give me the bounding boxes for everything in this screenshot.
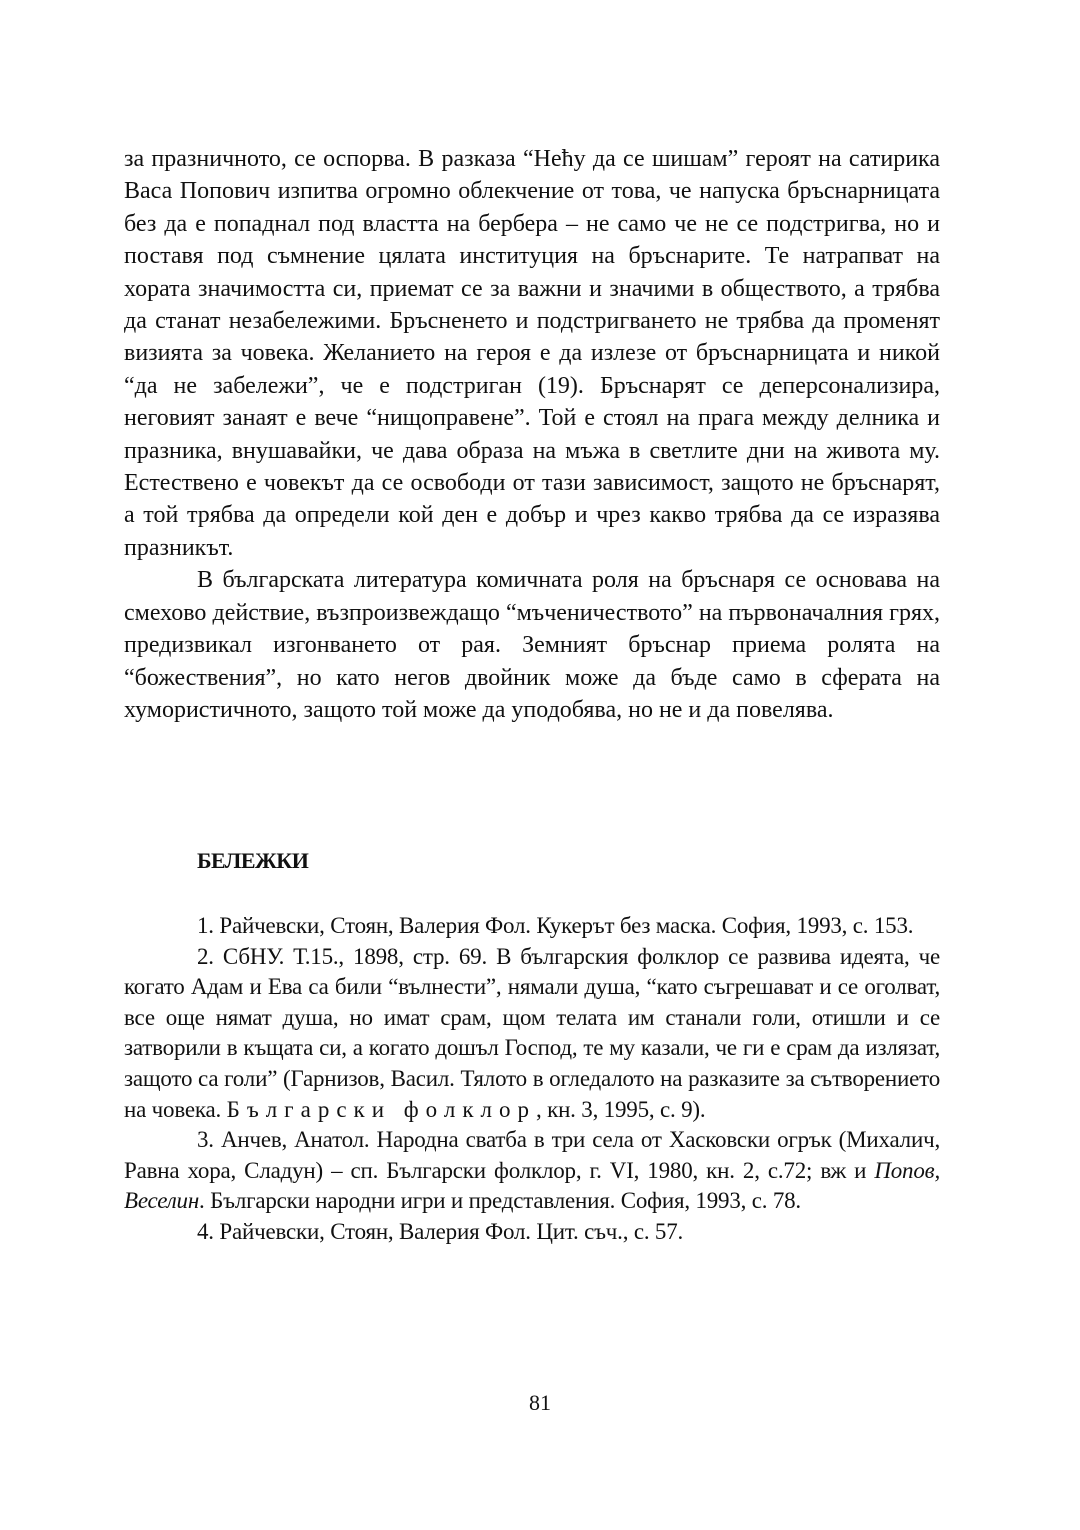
body-paragraph-1: за празничното, се оспорва. В разказа “Нећу да се шишам” героят на сатирика Васа Попович изпитва огромно облекчение от това, че напуска бръснарницата без да е попаднал под властта на бербера – не само че не се подстригва, но и поставя под съмнение цялата институция на бръснарите. Те натрапват на хората значимостта си, приемат се за важни и значими в обществото, а трябва да станат незабележими. Бръсненето и подстригването не трябва да променят визията за човека. Желанието на героя е да излезе от бръснарницата и никой “да не забележи”, че е подстриган (19). Бръснарят се деперсонализира, неговият занаят е вече “нищоправене”. Той е стоял на прага между делника и празника, внушавайки, че дава образа на мъжа в светлите дни на живота му. Естествено е човекът да се освободи от тази зависимост, защото не бръснарят, а той трябва да определи кой ден е добър и чрез какво трябва да се изразява празникът. (124, 146, 940, 561)
body-paragraph-2: В българската литература комичната роля на бръснаря се основава на смехово действие, възпроизвеждащо “мъченичеството” на първоначалния грях, предизвикал изгонването от рая. Земният бръснар приема ролята на “божествения”, но като негов двойник може да бъде само в сферата на хумористичното, защото той може да уподобява, но не и да повелява. (124, 567, 940, 723)
notes-heading: БЕЛЕЖКИ (197, 848, 309, 873)
page-content (124, 143, 940, 1244)
notes-list (124, 911, 940, 1248)
note-3 (124, 1125, 940, 1217)
note-3-text: 3. Анчев, Анатол. Народна сватба в три села от Хасковски огрък (Михалич, Равна хора, Сладун) – сп. Български фолклор, г. VI, 1980, кн. 2, с.72; вж и (124, 1127, 940, 1183)
note-2 (124, 942, 940, 1126)
note-2-tail: , кн. 3, 1995, с. 9). (536, 1096, 706, 1122)
note-3-tail: . Български народни игри и представления. София, 1993, с. 78. (199, 1188, 801, 1214)
note-2-spaced-title: Български фолклор (226, 1096, 536, 1122)
note-2-text: 2. СбНУ. Т.15., 1898, стр. 69. В българския фолклор се развива идеята, че когато Адам и Ева са били “вълнести”, нямали душа, “като съгрешават и се оголват, все още нямат душа, но имат срам, щом телата им станали голи, отишли и се затворили в къщата си, а когато дошъл Господ, те му казали, че ги е срам да излязат, защото са голи” (Гарнизов, Васил. Тялото в огледалото на разказите за сътворението на човека. (124, 943, 940, 1122)
note-4: 4. Райчевски, Стоян, Валерия Фол. Цит. съч., с. 57. (197, 1218, 684, 1244)
note-3-italic-author: Попов, Веселин (124, 1157, 940, 1214)
note-1: 1. Райчевски, Стоян, Валерия Фол. Кукерът без маска. София, 1993, с. 153. (197, 913, 914, 938)
body-text (124, 143, 940, 726)
page-number: 81 (529, 1390, 551, 1415)
